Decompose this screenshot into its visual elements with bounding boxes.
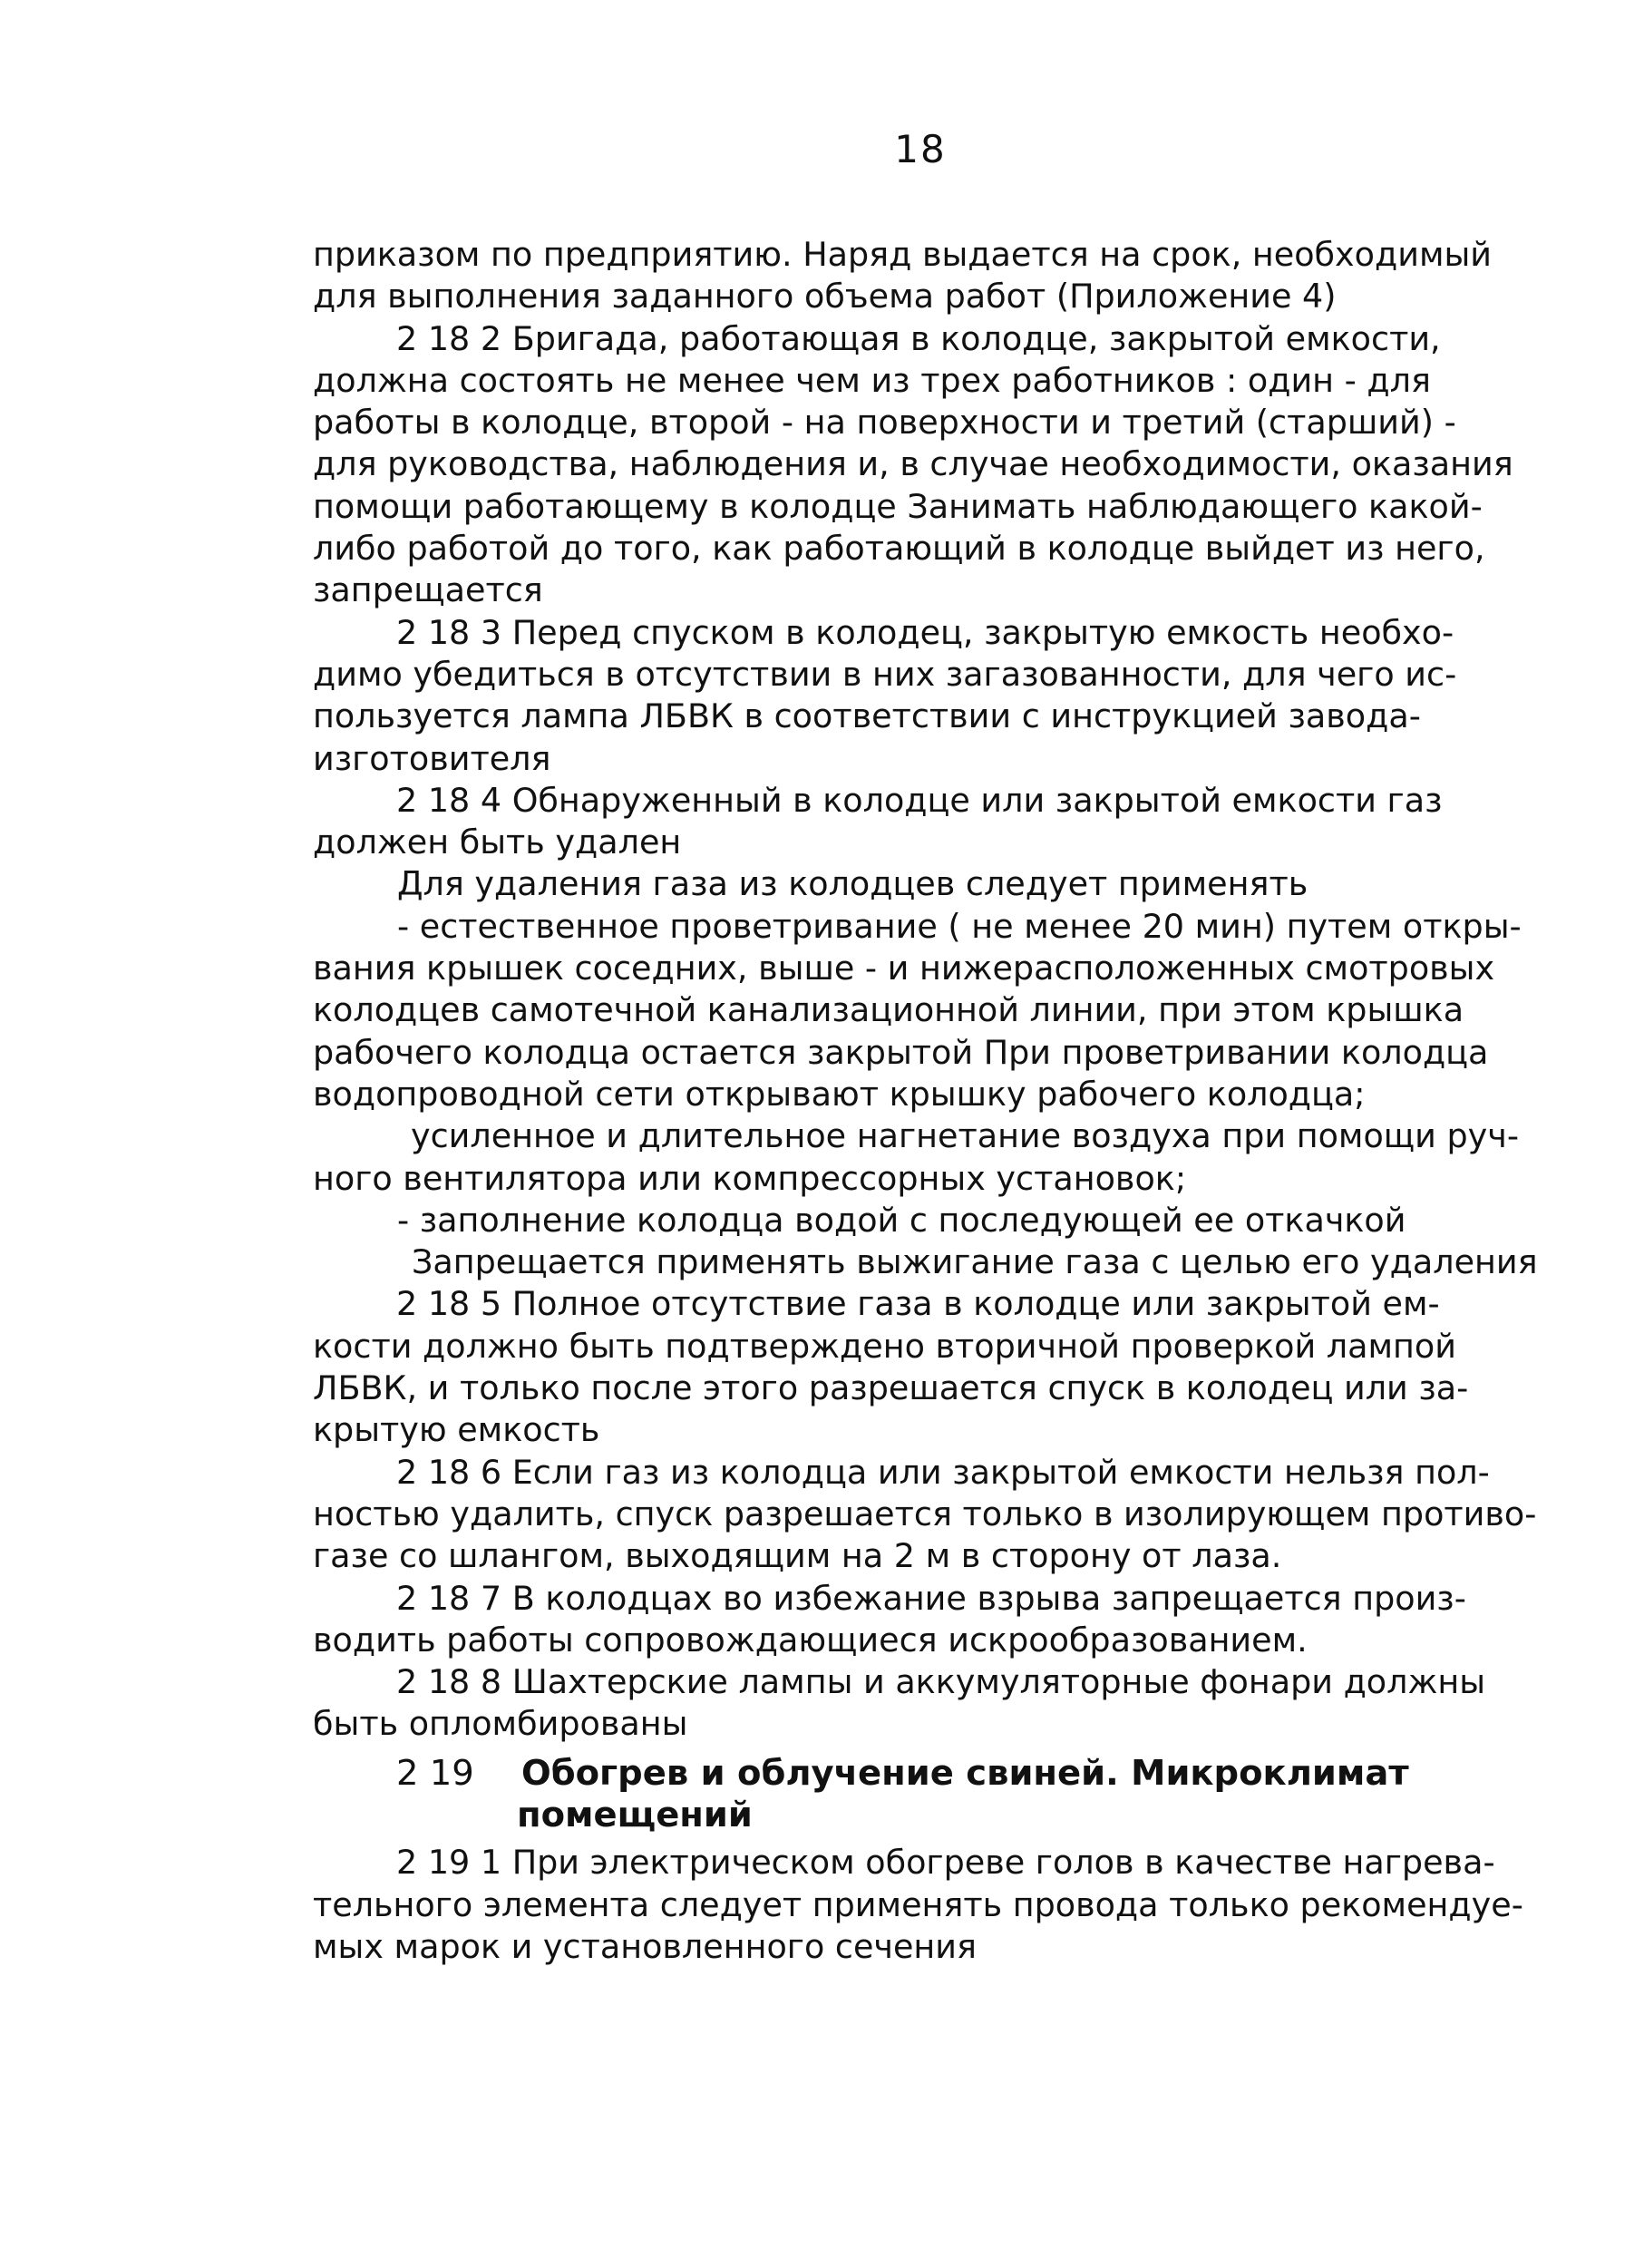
text-line: кости должно быть подтверждено вторичной проверкой лампой — [313, 1326, 1456, 1366]
text-line: водить работы сопровождающиеся искрообразованием. — [313, 1620, 1308, 1660]
text-line: крытую емкость — [313, 1410, 600, 1450]
text-line: тельного элемента следует применять провода только рекомендуе- — [313, 1884, 1523, 1924]
text-line: приказом по предприятию. Наряд выдается на срок, необходимый — [313, 235, 1493, 274]
text-line: пользуется лампа ЛБВК в соответствии с инструкцией завода- — [313, 696, 1421, 736]
text-line: рабочего колодца остается закрытой При проветривании колодца — [313, 1032, 1489, 1072]
text-line: должен быть удален — [313, 823, 682, 862]
text-line: либо работой до того, как работающий в колодце выйдет из него, — [313, 529, 1485, 569]
text-line: ностью удалить, спуск разрешается только в изолирующем противо- — [313, 1494, 1537, 1533]
clause-2-19-1: 2 19 1 При электрическом обогреве голов в качестве нагрева- — [396, 1843, 1495, 1883]
clause-2-18-4: 2 18 4 Обнаруженный в колодце или закрытой емкости газ — [396, 780, 1443, 820]
section-title: Обогрев и облучение свиней. Микроклимат — [521, 1752, 1409, 1794]
text-line: газе со шлангом, выходящим на 2 м в сторону от лаза. — [313, 1536, 1282, 1576]
body-text — [313, 234, 1538, 1968]
clause-2-18-6: 2 18 6 Если газ из колодца или закрытой емкости нельзя пол- — [396, 1452, 1490, 1492]
list-item: - заполнение колодца водой с последующей ее откачкой — [397, 1200, 1406, 1240]
clause-2-18-5: 2 18 5 Полное отсутствие газа в колодце или закрытой ем- — [396, 1284, 1440, 1324]
clause-2-18-2: 2 18 2 Бригада, работающая в колодце, закрытой емкости, — [396, 318, 1441, 358]
text-line: ЛБВК, и только после этого разрешается спуск в колодец или за- — [313, 1368, 1469, 1408]
text-line: запрещается — [313, 570, 543, 610]
clause-2-18-7: 2 18 7 В колодцах во избежание взрыва запрещается произ- — [396, 1578, 1466, 1618]
page-number: 18 — [894, 127, 947, 171]
text-line: Запрещается применять выжигание газа с целью его удаления — [412, 1242, 1538, 1282]
list-item: усиленное и длительное нагнетание воздуха при помощи руч- — [411, 1116, 1520, 1156]
text-line: для руководства, наблюдения и, в случае необходимости, оказания — [313, 444, 1513, 484]
text-line: быть опломбированы — [313, 1704, 688, 1744]
text-line: димо убедиться в отсутствии в них загазованности, для чего ис- — [313, 654, 1457, 694]
section-title-continued: помещений — [517, 1794, 753, 1835]
text-line: Для удаления газа из колодцев следует применять — [397, 864, 1308, 904]
text-line: ного вентилятора или компрессорных установок; — [313, 1158, 1187, 1198]
section-number: 2 19 — [396, 1752, 474, 1794]
text-line: вания крышек соседних, выше - и нижерасположенных смотровых — [313, 949, 1495, 988]
clause-2-18-8: 2 18 8 Шахтерские лампы и аккумуляторные фонари должны — [396, 1662, 1486, 1702]
text-line: колодцев самотечной канализационной линии, при этом крышка — [313, 990, 1464, 1030]
list-item: - естественное проветривание ( не менее 20 мин) путем откры- — [397, 906, 1522, 946]
text-line: водопроводной сети открывают крышку рабочего колодца; — [313, 1074, 1366, 1114]
text-line: изготовителя — [313, 738, 551, 778]
clause-2-18-3: 2 18 3 Перед спуском в колодец, закрытую емкость необхо- — [396, 612, 1454, 652]
text-line: помощи работающему в колодце Занимать наблюдающего какой- — [313, 486, 1483, 526]
text-line: мых марок и установленного сечения — [313, 1926, 977, 1966]
section-heading — [313, 1753, 1483, 1795]
text-line: для выполнения заданного объема работ (Приложение 4) — [313, 277, 1337, 316]
text-line: работы в колодце, второй - на поверхности и третий (старший) - — [313, 403, 1456, 443]
text-line: должна состоять не менее чем из трех работников : один - для — [313, 360, 1431, 400]
